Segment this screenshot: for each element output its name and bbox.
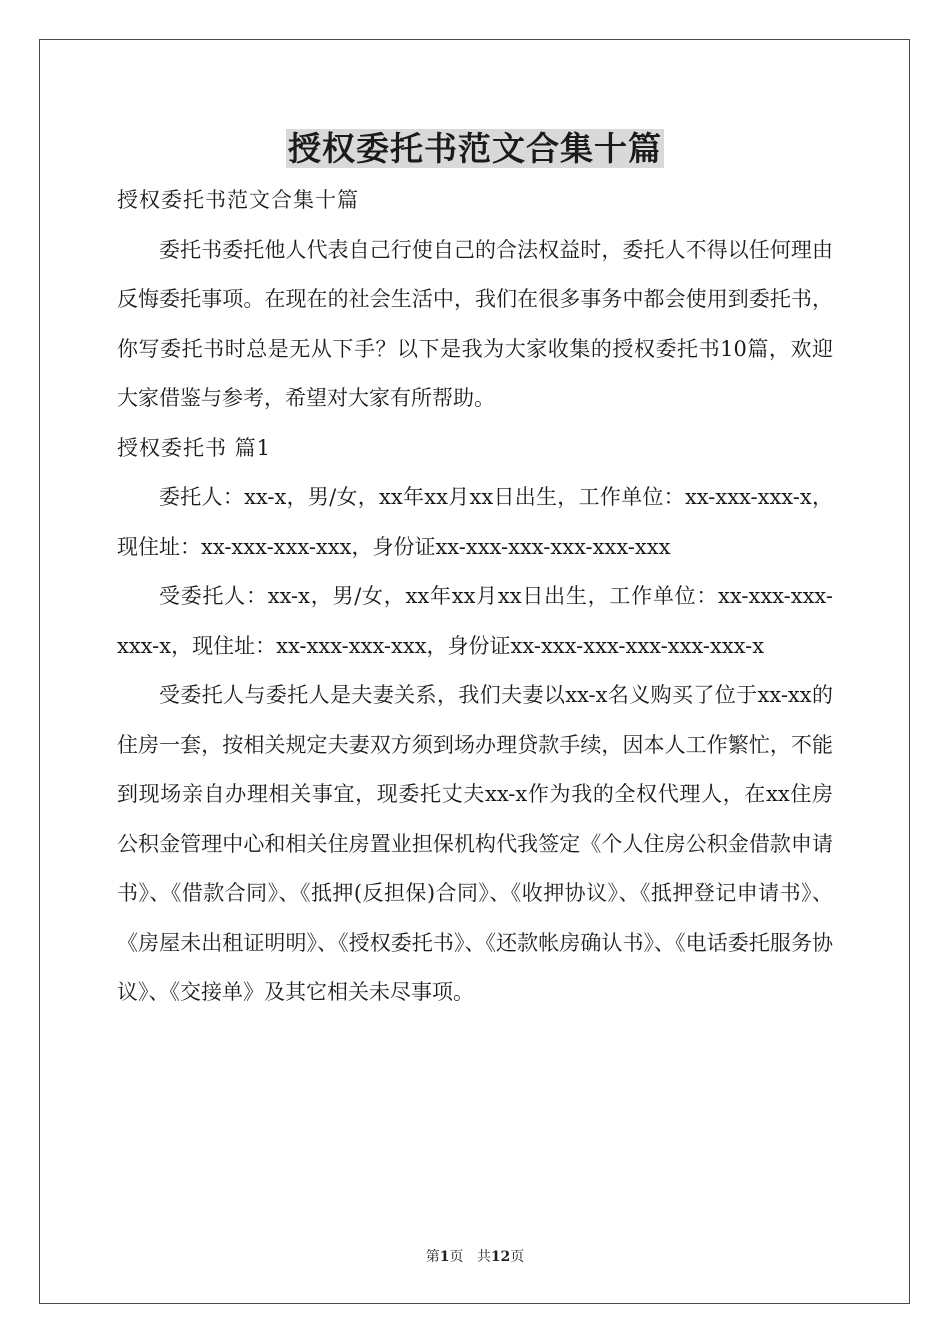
authorization-paragraph: 受委托人与委托人是夫妻关系，我们夫妻以xx-x名义购买了位于xx-xx的住房一套，按相关规定夫妻双方须到场办理贷款手续，因本人工作繁忙，不能到现场亲自办理相关事宜，现委托丈夫xx-x作为我的全权代理人，在xx住房公积金管理中心和相关住房置业担保机构代我签定《个人住房公积金借款申请书》、《借款合同》、《抵押(反担保)合同》、《收押协议》、《抵押登记申请书》、《房屋未出租证明明》、《授权委托书》、《还款帐房确认书》、《电话委托服务协议》、《交接单》及其它相关未尽事项。 bbox=[117, 683, 833, 1004]
section-heading: 授权委托书 篇1 bbox=[117, 435, 272, 460]
agent-paragraph: 受委托人：xx-x，男/女，xx年xx月xx日出生，工作单位：xx-xxx-xxx-xxx-x，现住址：xx-xxx-xxx-xxx，身份证xx-xxx-xxx-xxx-xxx-xxx-x bbox=[117, 584, 833, 658]
document-title bbox=[0, 126, 950, 172]
footer-page-suffix: 页 bbox=[449, 1249, 464, 1265]
intro-paragraph: 委托书委托他人代表自己行使自己的合法权益时，委托人不得以任何理由反悔委托事项。在现在的社会生活中，我们在很多事务中都会使用到委托书，你写委托书时总是无从下手？以下是我为大家收集的授权委托书10篇，欢迎大家借鉴与参考，希望对大家有所帮助。 bbox=[117, 237, 833, 410]
footer-prefix: 第 bbox=[425, 1249, 440, 1265]
subtitle-line: 授权委托书范文合集十篇 bbox=[117, 188, 359, 212]
principal-paragraph: 委托人：xx-x，男/女，xx年xx月xx日出生，工作单位：xx-xxx-xxx-x，现住址：xx-xxx-xxx-xxx，身份证xx-xxx-xxx-xxx-xxx-xxx bbox=[117, 485, 833, 559]
footer-total-prefix: 共 bbox=[476, 1249, 491, 1265]
page-footer bbox=[0, 1246, 950, 1266]
footer-total-suffix: 页 bbox=[510, 1249, 525, 1265]
footer-total-pages: 12 bbox=[490, 1249, 511, 1265]
document-body bbox=[117, 176, 833, 1018]
footer-page-number: 1 bbox=[439, 1249, 450, 1265]
document-title-text: 授权委托书范文合集十篇 bbox=[288, 129, 662, 168]
